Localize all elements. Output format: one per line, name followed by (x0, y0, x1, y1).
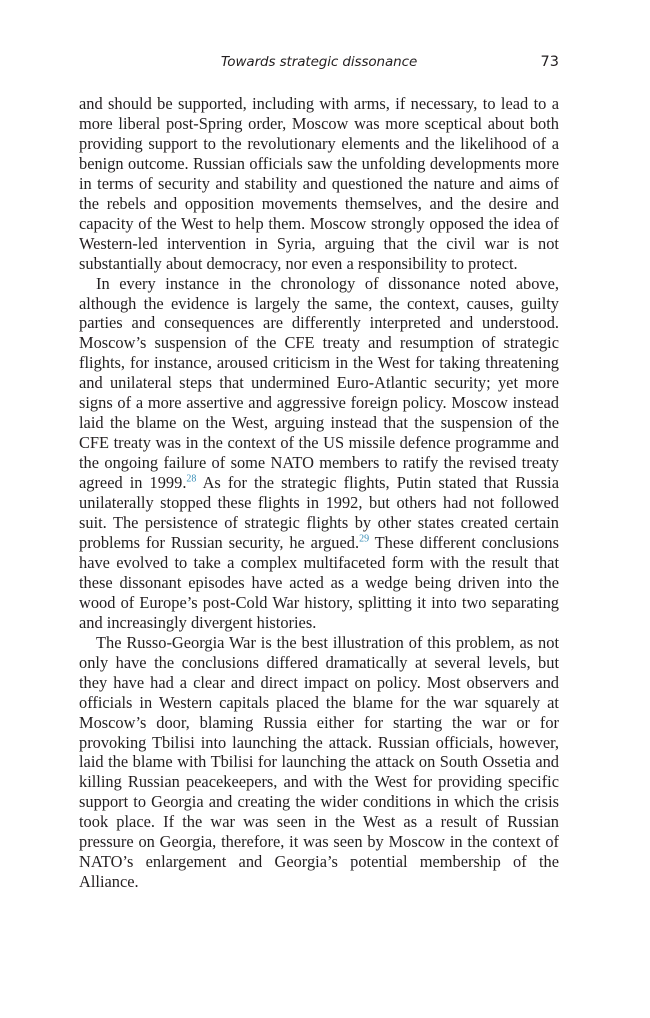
paragraph-2 (79, 274, 559, 633)
paragraph-text: The Russo-Georgia War is the best illustration of this problem, as not only have the conclusions differed dramatically at several levels, but they have had a clear and direct impact on policy. Most observers and officials in Western capitals placed the blame for the war squarely at Moscow’s door, blaming Russia either for starting the war or for provoking Tbilisi into launching the attack. Russian officials, however, laid the blame with Tbilisi for launching the attack on South Ossetia and killing Russian peacekeepers, and with the West for providing specific support to Georgia and creating the wider conditions in which the crisis took place. If the war was seen in the West as a result of Russian pressure on Georgia, therefore, it was seen by Moscow in the context of NATO’s enlargement and Georgia’s potential membership of the Alliance. (79, 632, 559, 892)
paragraph-1 (79, 94, 559, 274)
footnote-ref-29[interactable]: 29 (359, 533, 370, 545)
paragraph-text: In every instance in the chronology of dissonance noted above, although the evidence is largely the same, the context, causes, guilty parties and consequences are differently interpreted and understood. Moscow’s suspension of the CFE treaty and resumption of strategic flights, for instance, aroused criticism in the West for taking threatening and unilateral steps that undermined Euro-Atlantic security; yet more signs of a more assertive and aggressive foreign policy. Moscow instead laid the blame on the West, arguing instead that the suspension of the CFE treaty was in the context of the US missile defence programme and the ongoing failure of some NATO members to ratify the revised treaty agreed in 1999. (79, 273, 559, 493)
running-title: Towards strategic dissonance (220, 54, 418, 70)
paragraph-text: As for the strategic flights, Putin stated that Russia unilaterally stopped these flights in 1992, but others had not followed suit. The persistence of strategic flights by other states created certain problems for Russian security, he argued. (79, 473, 560, 552)
footnote-ref-28[interactable]: 28 (186, 473, 197, 485)
body-text (79, 94, 559, 892)
running-head (79, 54, 559, 76)
paragraph-text: and should be supported, including with arms, if necessary, to lead to a more liberal post-Spring order, Moscow was more sceptical about both providing support to the revolutionary elements and the likelihood of a benign outcome. Russian officials saw the unfolding developments more in terms of security and stability and questioned the nature and aims of the rebels and opposition movements themselves, and the desire and capacity of the West to help them. Moscow strongly opposed the idea of Western-led intervention in Syria, arguing that the civil war is not substantially about democracy, nor even a responsibility to protect. (79, 94, 559, 273)
page-number: 73 (540, 54, 559, 70)
paragraph-3 (79, 633, 559, 892)
paragraph-text: These different conclusions have evolved to take a complex multifaceted form with the result that these dissonant episodes have acted as a wedge being driven into the wood of Europe’s post-Cold War history, splitting it into two separating and increasingly divergent histories. (79, 532, 559, 632)
